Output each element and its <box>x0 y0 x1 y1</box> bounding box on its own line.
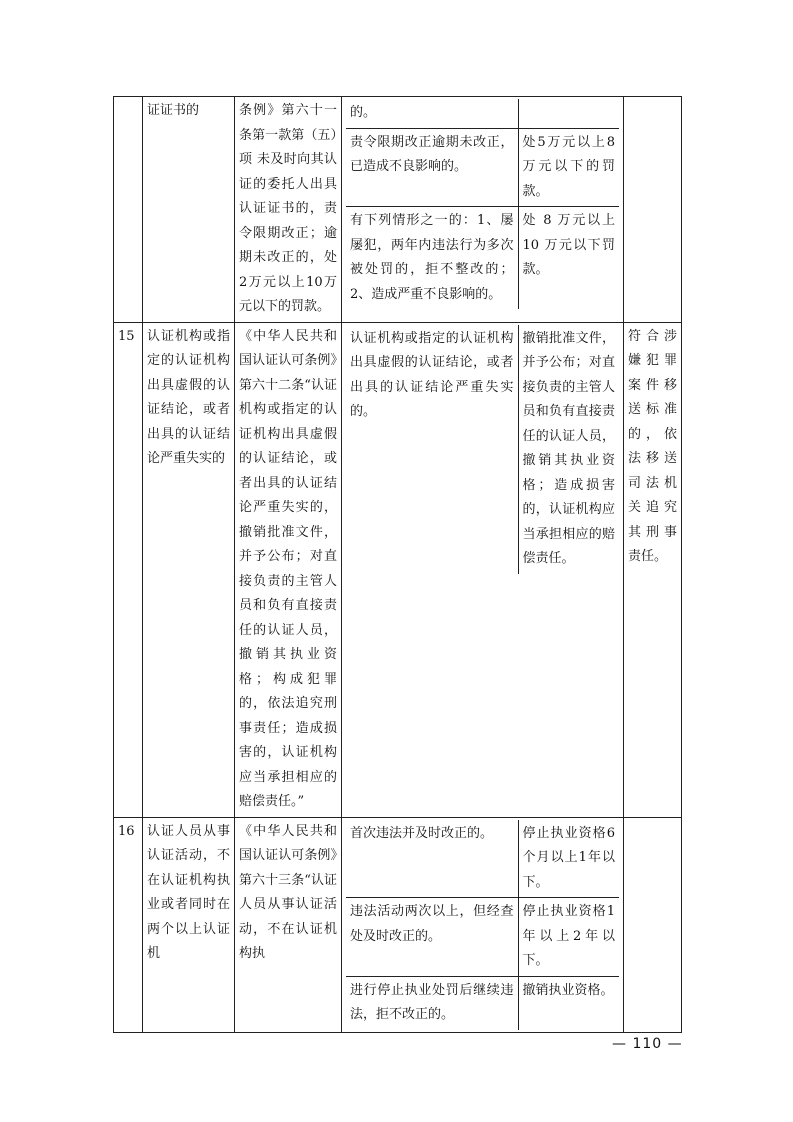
transfer-cell <box>624 817 682 1032</box>
violation-item-cell: 认证人员从事认证活动，不在认证机构执业或者同时在两个以上认证机 <box>143 817 235 1032</box>
table-row <box>114 322 682 817</box>
situation-cell: 首次违法并及时改正的。 <box>346 820 518 898</box>
penalty-cell: 停止执业资格1年以上2年以下。 <box>518 898 619 977</box>
legal-basis-cell: 《中华人民共和国认证认可条例》第六十二条“认证机构或指定的认证机构出具虚假的认证结论，或者出具的认证结论严重失实的，撤销批准文件，并予公布；对直接负责的主管人员和负有直接责任的认证人员，撤销其执业资格；构成犯罪的，依法追究刑事责任；造成损害的，认证机构应当承担相应的赔偿责任。” <box>235 322 342 817</box>
penalty-cell: 撤销批准文件，并予公布；对直接负责的主管人员和负有直接责任的认证人员，撤销其执业资格；造成损害的，认证机构应当承担相应的赔偿责任。 <box>518 325 619 574</box>
situation-cell: 认证机构或指定的认证机构出具虚假的认证结论，或者出具的认证结论严重失实的。 <box>350 330 514 419</box>
penalty-cell: 处5万元以上8万元以下的罚款。 <box>518 128 619 207</box>
penalty-standards-table <box>113 96 682 1033</box>
transfer-cell <box>624 97 682 323</box>
row-number-cell: 16 <box>114 817 143 1032</box>
legal-basis-cell: 条例》第六十一条第一款第（五）项 未及时向其认证的委托人出具认证证书的，责令限期改正；逾期未改正的，处2万元以上10万元以下的罚款。 <box>235 97 342 323</box>
table-row <box>114 817 682 1032</box>
situation-cell: 进行停止执业处罚后继续违法，拒不改正的。 <box>350 982 514 1022</box>
discretion-subtable <box>346 99 619 309</box>
discretion-subtable-cell <box>342 322 624 817</box>
discretion-subtable-cell <box>342 817 624 1032</box>
penalty-cell <box>518 99 619 128</box>
penalty-cell: 处 8 万元以上 10 万元以下罚款。 <box>518 207 619 310</box>
sub-row <box>346 976 619 1030</box>
sub-row <box>346 99 619 128</box>
sub-row <box>346 128 619 207</box>
situation-cell: 的。 <box>346 99 518 128</box>
discretion-subtable <box>346 820 619 1030</box>
transfer-cell: 符合涉嫌犯罪案件移送标准的，依法移送司法机关追究其刑事责任。 <box>624 322 682 817</box>
violation-item-cell: 认证机构或指定的认证机构出具虚假的认证结论，或者出具的认证结论严重失实的 <box>143 322 235 817</box>
situation-cell: 违法活动两次以上，但经查处及时改正的。 <box>346 898 518 977</box>
page-number: — 110 — <box>612 1036 683 1052</box>
sub-row <box>346 325 619 574</box>
discretion-subtable <box>346 325 619 574</box>
situation-cell: 有下列情形之一的：1、屡屡犯，两年内违法行为多次被处罚的，拒不整改的；2、造成严重不良影响的。 <box>350 213 514 302</box>
legal-basis-cell: 《中华人民共和国认证认可条例》第六十三条“认证人员从事认证活动，不在认证机构执 <box>235 817 342 1032</box>
row-number-cell: 15 <box>114 322 143 817</box>
situation-cell: 责令限期改正逾期未改正，已造成不良影响的。 <box>346 128 518 207</box>
sub-row <box>346 820 619 898</box>
penalty-cell: 撤销执业资格。 <box>518 976 619 1030</box>
sub-row <box>346 898 619 977</box>
row-number-cell <box>114 97 143 323</box>
violation-item-cell: 证证书的 <box>143 97 235 323</box>
penalty-cell: 停止执业资格6个月以上1年以下。 <box>518 820 619 898</box>
discretion-subtable-cell <box>342 97 624 323</box>
sub-row <box>346 207 619 310</box>
table-row <box>114 97 682 323</box>
